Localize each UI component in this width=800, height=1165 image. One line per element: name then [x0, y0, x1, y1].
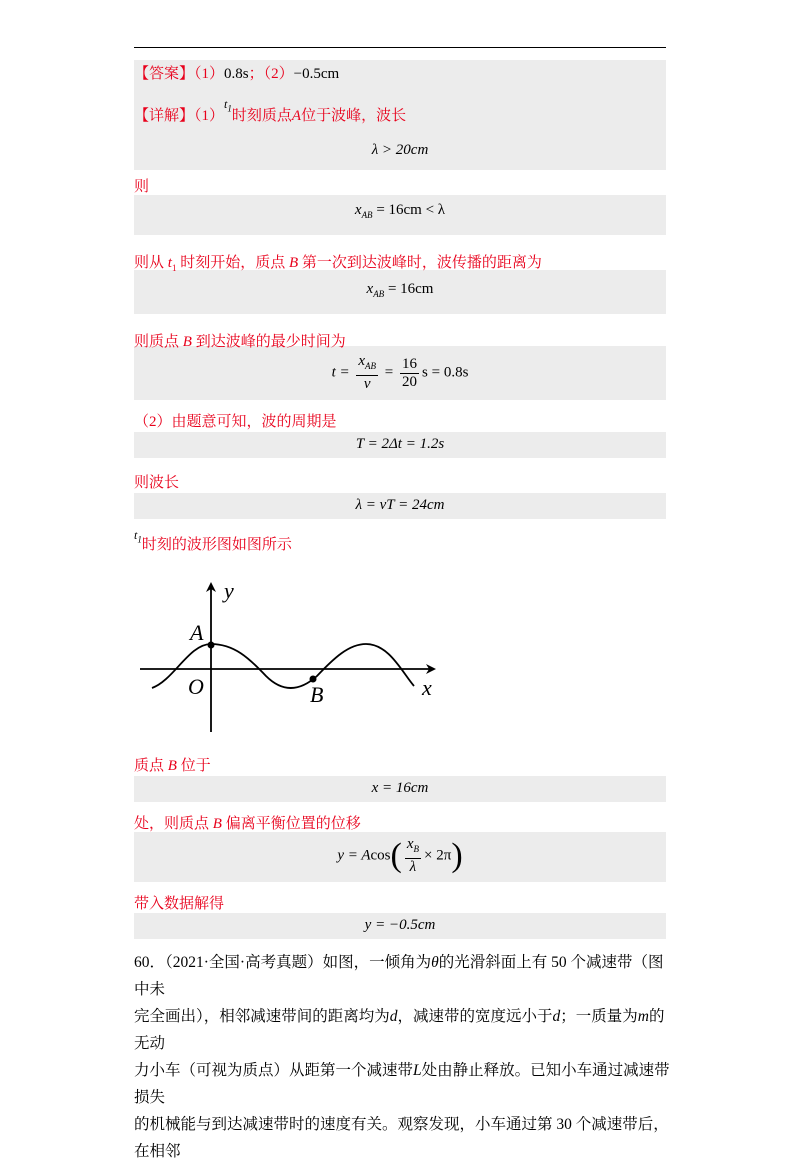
detail-text2: 位于波峰，波长 — [301, 108, 407, 124]
t1-symbol: t1 — [224, 97, 232, 114]
answer-label: 【答案】 — [134, 66, 195, 82]
point-a-label: A — [190, 620, 204, 645]
x-axis-label: x — [422, 675, 432, 700]
answer-line — [134, 62, 339, 83]
line-part2: （2）由题意可知，波的周期是 — [134, 414, 337, 430]
answer-part2-mark: （2） — [263, 66, 294, 82]
origin-label: O — [188, 674, 204, 699]
text-ze: 则 — [134, 179, 150, 195]
eq-y-result: y = −0.5cm — [364, 917, 436, 933]
detail-line — [134, 97, 407, 125]
line-wavelength: 则波长 — [134, 475, 180, 491]
line-from-t1: 则从 $t_1$ 时刻开始，质点 B 第一次到达波峰时，波传播的距离为 — [134, 255, 542, 273]
header-rule — [134, 47, 666, 48]
problem-60-line3: 力小车（可视为质点）从距第一个减速带L处由静止释放。已知小车通过减速带损失 — [134, 1062, 670, 1106]
point-b-label: B — [310, 682, 324, 707]
line-min-time: 则质点 B 到达波峰的最少时间为 — [134, 334, 346, 350]
y-axis-label: y — [224, 578, 234, 603]
problem-60-line1: 60．（2021·全国·高考真题）如图，一倾角为θ的光滑斜面上有 50 个减速带（图中未 — [134, 954, 664, 998]
answer-part2-value: −0.5cm — [293, 66, 340, 82]
detail-text1: 时刻质点 — [231, 108, 292, 124]
point-a-label: A — [291, 108, 302, 124]
line-waveform: $^{t_1}$时刻的波形图如图所示 — [134, 528, 292, 553]
detail-label: 【详解】 — [134, 108, 195, 124]
eq-lambda: λ = vT = 24cm — [355, 497, 445, 513]
point-a-dot — [208, 642, 215, 649]
eq-y: y = Acos( $\frac{x_B}{\lambda}$ × 2π) — [337, 836, 463, 875]
problem-60 — [134, 949, 674, 1165]
answer-part1-value: 0.8s — [224, 66, 249, 82]
line-substitute: 带入数据解得 — [134, 896, 225, 912]
wave-graph — [134, 572, 444, 742]
line-displacement: 处，则质点 B 偏离平衡位置的位移 — [134, 816, 361, 832]
eq-period: T = 2Δt = 1.2s — [355, 436, 445, 452]
problem-60-line2: 完全画出），相邻减速带间的距离均为d，减速带的宽度远小于d；一质量为m的无动 — [134, 1008, 665, 1052]
answer-part1-mark: （1） — [194, 66, 225, 82]
eq-xab-lt: $x_{AB} = 16cm < \lambda$ — [354, 202, 446, 220]
eq-t: t = $\frac{x_{AB}}{v}$ = $\frac{16}{20}$ s = 0.8s — [331, 353, 469, 392]
eq-x16: x = 16cm — [371, 780, 429, 796]
problem-60-line4: 的机械能与到达减速带时的速度有关。观察发现，小车通过第 30 个减速带后，在相邻 — [134, 1116, 669, 1160]
eq-xab: $x_{AB} = 16cm$ — [366, 281, 434, 299]
line-b-at: 质点 B 位于 — [134, 758, 211, 774]
eq-lambda-gt: λ > 20cm — [371, 142, 429, 158]
answer-sep: ； — [248, 66, 264, 82]
detail-part1-mark: （1） — [194, 108, 225, 124]
